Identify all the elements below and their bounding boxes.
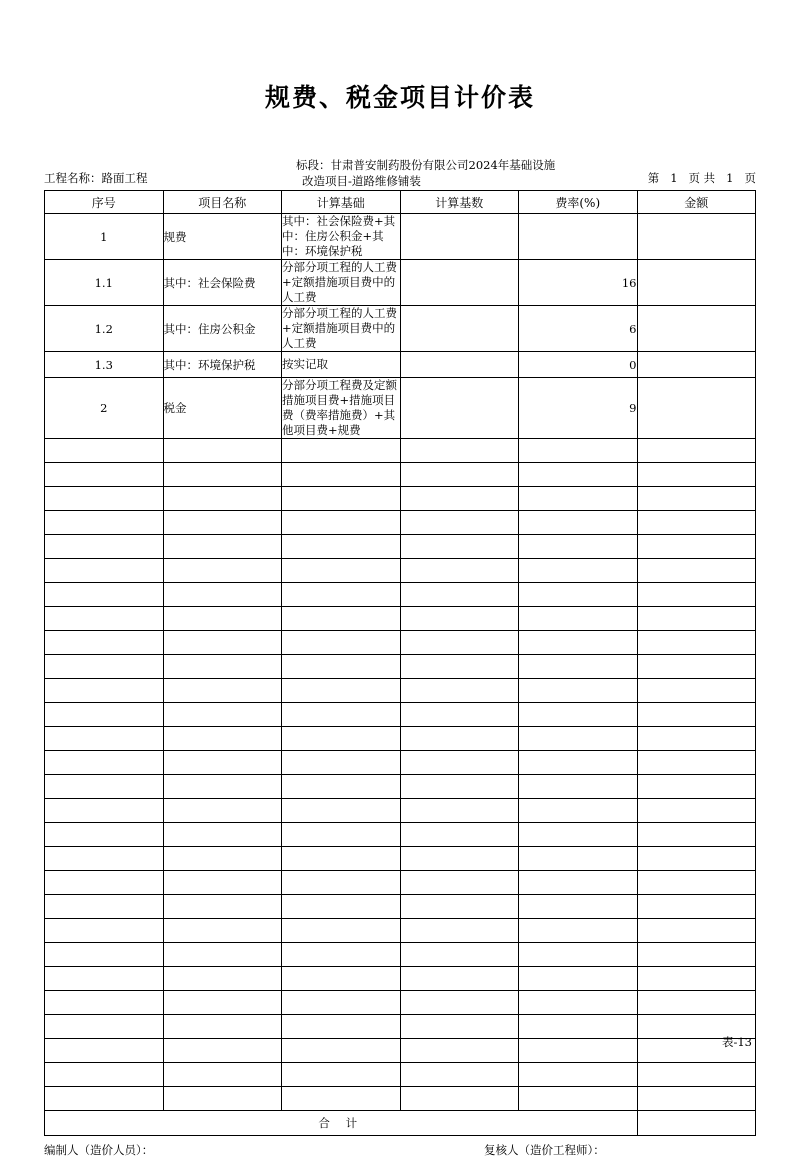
table-row — [45, 214, 756, 260]
cell-blank — [45, 919, 164, 943]
cell-blank — [163, 919, 282, 943]
table-empty-row — [45, 679, 756, 703]
table-empty-row — [45, 919, 756, 943]
cell-blank — [519, 607, 638, 631]
cell-blank — [400, 535, 519, 559]
cell-blank — [637, 895, 756, 919]
table-empty-row — [45, 727, 756, 751]
cell-blank — [45, 679, 164, 703]
cell-blank — [163, 871, 282, 895]
cell-blank — [400, 967, 519, 991]
cell-blank — [45, 631, 164, 655]
cell-name: 税金 — [163, 378, 282, 439]
cell-seq: 1 — [45, 214, 164, 260]
section-label — [296, 157, 596, 189]
cell-rate: 6 — [519, 306, 638, 352]
cell-blank — [519, 919, 638, 943]
table-row — [45, 306, 756, 352]
table-empty-row — [45, 1087, 756, 1111]
cell-blank — [282, 751, 401, 775]
cell-blank — [400, 751, 519, 775]
cell-blank — [519, 655, 638, 679]
cell-blank — [45, 775, 164, 799]
cell-blank — [519, 847, 638, 871]
table-empty-row — [45, 463, 756, 487]
cell-blank — [45, 607, 164, 631]
cell-blank — [519, 871, 638, 895]
table-empty-row — [45, 823, 756, 847]
page-middle: 页 共 — [688, 171, 716, 185]
cell-blank — [400, 1039, 519, 1063]
page-total: 1 — [726, 171, 734, 185]
column-header-rate: 费率(%) — [519, 191, 638, 214]
cell-blank — [519, 583, 638, 607]
cell-blank — [282, 991, 401, 1015]
cell-blank — [519, 943, 638, 967]
cell-base: 按实记取 — [282, 352, 401, 378]
table-empty-row — [45, 775, 756, 799]
cell-blank — [163, 1087, 282, 1111]
cell-amount — [637, 214, 756, 260]
column-header-seq: 序号 — [45, 191, 164, 214]
reviewer-label: 复核人（造价工程师）： — [484, 1143, 605, 1157]
cell-blank — [163, 631, 282, 655]
cell-blank — [282, 1087, 401, 1111]
cell-blank — [637, 871, 756, 895]
table-empty-row — [45, 439, 756, 463]
cell-name: 其中：环境保护税 — [163, 352, 282, 378]
cell-num — [400, 352, 519, 378]
cell-blank — [45, 1039, 164, 1063]
cell-blank — [400, 943, 519, 967]
section-label-line1: 标段：甘肃普安制药股份有限公司2024年基础设施 — [296, 158, 556, 172]
cell-blank — [637, 655, 756, 679]
table-empty-row — [45, 511, 756, 535]
cell-blank — [163, 991, 282, 1015]
cell-num — [400, 260, 519, 306]
table-empty-row — [45, 1039, 756, 1063]
cell-rate: 9 — [519, 378, 638, 439]
table-empty-row — [45, 895, 756, 919]
cell-blank — [163, 703, 282, 727]
table-empty-row — [45, 607, 756, 631]
cell-blank — [163, 847, 282, 871]
table-empty-row — [45, 799, 756, 823]
cell-blank — [163, 823, 282, 847]
cell-seq: 2 — [45, 378, 164, 439]
table-header-row — [45, 191, 756, 214]
cell-blank — [400, 871, 519, 895]
cell-blank — [519, 1015, 638, 1039]
cell-blank — [400, 655, 519, 679]
page-indicator — [648, 170, 756, 186]
cell-blank — [637, 1087, 756, 1111]
cell-blank — [282, 535, 401, 559]
cell-blank — [519, 823, 638, 847]
cell-blank — [163, 751, 282, 775]
cell-seq: 1.1 — [45, 260, 164, 306]
cell-blank — [45, 559, 164, 583]
table-body — [45, 214, 756, 439]
cell-blank — [282, 463, 401, 487]
cell-blank — [163, 463, 282, 487]
document-meta — [0, 156, 800, 190]
cell-blank — [45, 1063, 164, 1087]
cell-blank — [45, 799, 164, 823]
table-empty-row — [45, 991, 756, 1015]
cell-rate: 0 — [519, 352, 638, 378]
cell-blank — [637, 439, 756, 463]
cell-blank — [400, 511, 519, 535]
cell-blank — [45, 583, 164, 607]
cell-blank — [45, 823, 164, 847]
cell-blank — [637, 631, 756, 655]
cell-base: 分部分项工程费及定额措施项目费+措施项目费（费率措施费）+其他项目费+规费 — [282, 378, 401, 439]
cell-blank — [45, 967, 164, 991]
table-empty-row — [45, 847, 756, 871]
cell-seq: 1.2 — [45, 306, 164, 352]
section-label-line2: 改造项目-道路维修铺装 — [302, 174, 421, 188]
cell-blank — [400, 607, 519, 631]
table-empty-rows — [45, 439, 756, 1111]
cell-blank — [519, 559, 638, 583]
cell-blank — [45, 751, 164, 775]
cell-blank — [519, 703, 638, 727]
cell-blank — [163, 487, 282, 511]
cell-blank — [282, 967, 401, 991]
table-row — [45, 378, 756, 439]
cell-blank — [400, 463, 519, 487]
cell-blank — [282, 655, 401, 679]
column-header-base: 计算基础 — [282, 191, 401, 214]
cell-blank — [637, 535, 756, 559]
cell-blank — [45, 1015, 164, 1039]
cell-blank — [400, 823, 519, 847]
cell-blank — [282, 823, 401, 847]
cell-blank — [163, 535, 282, 559]
table-row — [45, 260, 756, 306]
cell-blank — [282, 919, 401, 943]
cell-blank — [45, 727, 164, 751]
cell-blank — [519, 727, 638, 751]
cell-blank — [282, 607, 401, 631]
table-empty-row — [45, 1015, 756, 1039]
cell-seq: 1.3 — [45, 352, 164, 378]
cell-base: 其中：社会保险费+其中：住房公积金+其中：环境保护税 — [282, 214, 401, 260]
cell-blank — [45, 943, 164, 967]
cell-blank — [519, 463, 638, 487]
table-total-row — [45, 1111, 756, 1136]
cell-blank — [519, 895, 638, 919]
cell-blank — [45, 463, 164, 487]
cell-blank — [45, 703, 164, 727]
cell-blank — [163, 439, 282, 463]
cell-blank — [637, 775, 756, 799]
cell-blank — [163, 895, 282, 919]
cell-blank — [400, 727, 519, 751]
cell-blank — [163, 967, 282, 991]
cell-blank — [163, 1063, 282, 1087]
cell-blank — [45, 535, 164, 559]
cell-blank — [45, 871, 164, 895]
cell-blank — [163, 607, 282, 631]
cell-blank — [400, 799, 519, 823]
column-header-num: 计算基数 — [400, 191, 519, 214]
form-code: 表-13 — [721, 1035, 752, 1049]
cell-blank — [400, 583, 519, 607]
cell-blank — [637, 679, 756, 703]
cell-blank — [45, 1087, 164, 1111]
total-amount — [637, 1111, 756, 1136]
cell-blank — [163, 655, 282, 679]
cell-blank — [163, 583, 282, 607]
cell-base: 分部分项工程的人工费+定额措施项目费中的人工费 — [282, 260, 401, 306]
cell-blank — [163, 727, 282, 751]
cell-num — [400, 214, 519, 260]
cell-blank — [282, 559, 401, 583]
cell-blank — [282, 847, 401, 871]
table-footer — [45, 1111, 756, 1136]
cell-blank — [282, 631, 401, 655]
cell-num — [400, 378, 519, 439]
table-empty-row — [45, 487, 756, 511]
cell-blank — [400, 847, 519, 871]
cell-blank — [400, 679, 519, 703]
cell-blank — [400, 1063, 519, 1087]
cell-blank — [400, 1015, 519, 1039]
cell-blank — [519, 535, 638, 559]
cell-blank — [637, 607, 756, 631]
table-empty-row — [45, 1063, 756, 1087]
cell-blank — [519, 511, 638, 535]
cell-blank — [400, 439, 519, 463]
page-title: 规费、税金项目计价表 — [264, 83, 535, 112]
cell-blank — [400, 775, 519, 799]
cell-blank — [637, 583, 756, 607]
cell-blank — [400, 703, 519, 727]
cell-blank — [519, 439, 638, 463]
cell-blank — [163, 943, 282, 967]
cell-amount — [637, 260, 756, 306]
cell-blank — [637, 751, 756, 775]
cell-blank — [400, 487, 519, 511]
cell-blank — [163, 511, 282, 535]
table-empty-row — [45, 751, 756, 775]
cell-num — [400, 306, 519, 352]
cell-blank — [400, 1087, 519, 1111]
cell-name: 其中：社会保险费 — [163, 260, 282, 306]
total-label: 合 计 — [45, 1111, 638, 1136]
column-header-name: 项目名称 — [163, 191, 282, 214]
cell-blank — [282, 1039, 401, 1063]
page-suffix: 页 — [744, 171, 756, 185]
cell-rate: 16 — [519, 260, 638, 306]
cell-blank — [163, 775, 282, 799]
table-empty-row — [45, 943, 756, 967]
page-current: 1 — [670, 171, 678, 185]
cell-blank — [45, 439, 164, 463]
cell-blank — [282, 1015, 401, 1039]
cell-blank — [282, 775, 401, 799]
cell-blank — [282, 679, 401, 703]
cell-blank — [282, 439, 401, 463]
cell-blank — [400, 559, 519, 583]
cell-name: 其中：住房公积金 — [163, 306, 282, 352]
preparer-label: 编制人（造价人员）： — [44, 1143, 154, 1157]
cell-blank — [519, 991, 638, 1015]
cell-blank — [45, 511, 164, 535]
cell-blank — [637, 919, 756, 943]
table-empty-row — [45, 967, 756, 991]
cell-blank — [637, 559, 756, 583]
cell-blank — [519, 631, 638, 655]
cell-name: 规费 — [163, 214, 282, 260]
cell-blank — [45, 847, 164, 871]
cell-blank — [400, 895, 519, 919]
cell-blank — [637, 799, 756, 823]
cell-blank — [637, 823, 756, 847]
cell-amount — [637, 378, 756, 439]
cell-blank — [637, 991, 756, 1015]
table-row — [45, 352, 756, 378]
cell-blank — [282, 511, 401, 535]
cell-blank — [282, 703, 401, 727]
cell-blank — [45, 991, 164, 1015]
cell-blank — [637, 967, 756, 991]
cell-blank — [519, 799, 638, 823]
table-empty-row — [45, 583, 756, 607]
cell-blank — [282, 943, 401, 967]
fee-tax-table — [44, 190, 756, 1136]
cell-blank — [163, 799, 282, 823]
cell-amount — [637, 352, 756, 378]
cell-blank — [282, 799, 401, 823]
cell-blank — [400, 919, 519, 943]
cell-rate — [519, 214, 638, 260]
cell-blank — [637, 1063, 756, 1087]
cell-blank — [163, 559, 282, 583]
cell-blank — [519, 1039, 638, 1063]
column-header-amount: 金额 — [637, 191, 756, 214]
cell-blank — [637, 847, 756, 871]
cell-blank — [282, 727, 401, 751]
cell-blank — [282, 895, 401, 919]
cell-blank — [519, 487, 638, 511]
table-empty-row — [45, 535, 756, 559]
cell-blank — [637, 463, 756, 487]
table-empty-row — [45, 871, 756, 895]
cell-blank — [519, 967, 638, 991]
cell-amount — [637, 306, 756, 352]
cell-blank — [637, 511, 756, 535]
cell-blank — [519, 775, 638, 799]
cell-blank — [519, 1063, 638, 1087]
cell-blank — [45, 895, 164, 919]
cell-blank — [400, 991, 519, 1015]
cell-blank — [163, 1015, 282, 1039]
cell-blank — [637, 727, 756, 751]
cell-blank — [519, 679, 638, 703]
cell-blank — [282, 583, 401, 607]
cell-blank — [637, 943, 756, 967]
cell-blank — [45, 655, 164, 679]
cell-blank — [282, 1063, 401, 1087]
cell-blank — [519, 1087, 638, 1111]
table-empty-row — [45, 655, 756, 679]
cell-blank — [282, 871, 401, 895]
table-empty-row — [45, 559, 756, 583]
cell-base: 分部分项工程的人工费+定额措施项目费中的人工费 — [282, 306, 401, 352]
cell-blank — [163, 679, 282, 703]
project-name-label: 工程名称：路面工程 — [44, 171, 148, 185]
cell-blank — [45, 487, 164, 511]
cell-blank — [519, 751, 638, 775]
table-empty-row — [45, 631, 756, 655]
cell-blank — [163, 1039, 282, 1063]
cell-blank — [400, 631, 519, 655]
cell-blank — [637, 487, 756, 511]
cell-blank — [282, 487, 401, 511]
table-empty-row — [45, 703, 756, 727]
page-prefix: 第 — [647, 171, 660, 185]
cell-blank — [637, 703, 756, 727]
signature-row — [44, 1142, 756, 1160]
